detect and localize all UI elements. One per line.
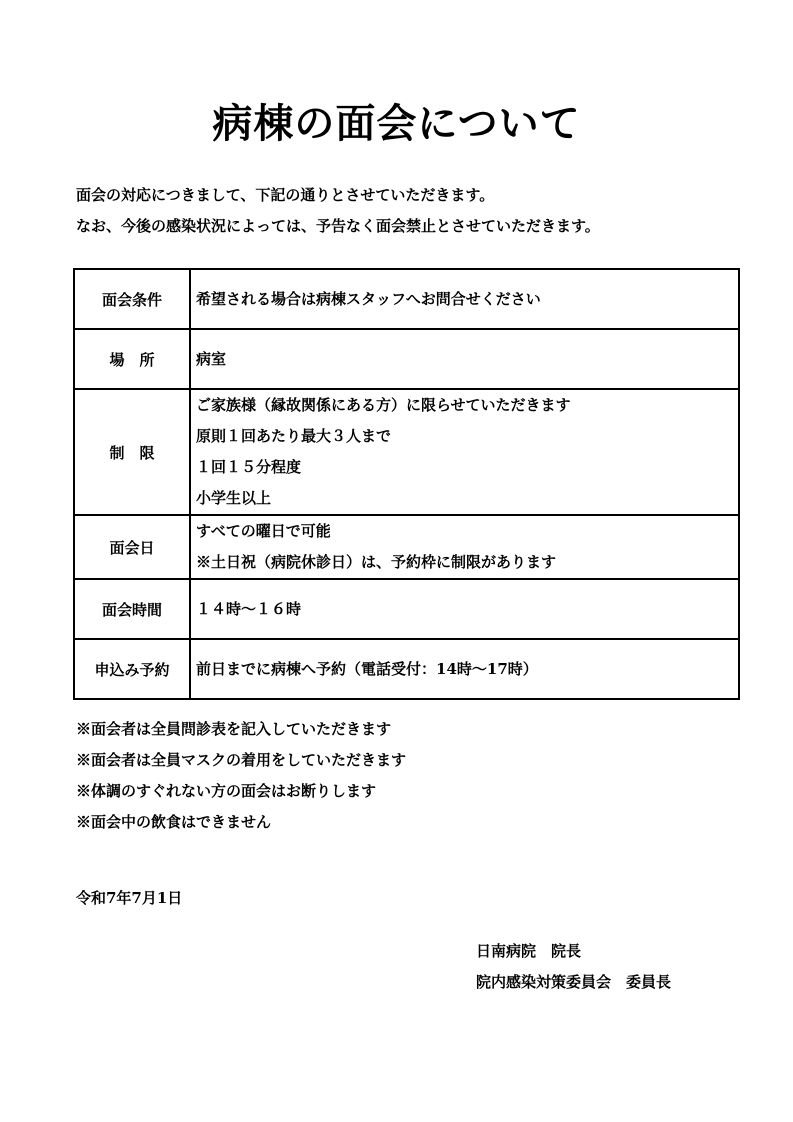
note-item: ※面会者は全員問診表を記入していただきます bbox=[76, 720, 392, 738]
row-value bbox=[190, 269, 739, 329]
value-line: 前日までに病棟へ予約（電話受付：14時～17時） bbox=[196, 659, 538, 678]
row-label: 面会日 bbox=[74, 515, 190, 579]
note-item: ※体調のすぐれない方の面会はお断りします bbox=[76, 782, 377, 800]
table-row-visit-days bbox=[74, 515, 739, 579]
page-title: 病棟の面会について bbox=[212, 100, 581, 147]
row-value bbox=[190, 639, 739, 699]
note-item: ※面会中の飲食はできません bbox=[76, 813, 272, 831]
signature-block bbox=[476, 936, 671, 998]
value-line: 病室 bbox=[196, 349, 227, 368]
signature-line: 日南病院 院長 bbox=[476, 942, 582, 960]
value-line: 小学生以上 bbox=[196, 489, 272, 507]
value-line: ご家族様（縁故関係にある方）に限らせていただきます bbox=[196, 396, 571, 414]
table-row-place bbox=[74, 329, 739, 389]
note-item: ※面会者は全員マスクの着用をしていただきます bbox=[76, 751, 407, 769]
value-line: １回１５分程度 bbox=[196, 458, 302, 476]
notes-list bbox=[76, 714, 756, 838]
table-row-conditions bbox=[74, 269, 739, 329]
visit-rules-table bbox=[73, 268, 740, 700]
row-value bbox=[190, 515, 739, 579]
row-value bbox=[190, 329, 739, 389]
value-line: ※土日祝（病院休診日）は、予約枠に制限があります bbox=[196, 553, 557, 571]
value-line: 希望される場合は病棟スタッフへお問合せください bbox=[196, 289, 541, 308]
row-label: 制 限 bbox=[74, 389, 190, 515]
row-label: 面会時間 bbox=[74, 579, 190, 639]
row-label: 場 所 bbox=[74, 329, 190, 389]
table-row-visit-hours bbox=[74, 579, 739, 639]
issue-date: 令和7年7月1日 bbox=[76, 889, 183, 907]
value-line: １４時～１６時 bbox=[196, 599, 302, 618]
row-value bbox=[190, 389, 739, 515]
row-label: 面会条件 bbox=[74, 269, 190, 329]
signature-line: 院内感染対策委員会 委員長 bbox=[476, 973, 672, 991]
value-line: 原則１回あたり最大３人まで bbox=[196, 427, 392, 445]
intro-line: 面会の対応につきまして、下記の通りとさせていただきます。 bbox=[76, 186, 495, 204]
intro-line: なお、今後の感染状況によっては、予告なく面会禁止とさせていただきます。 bbox=[76, 217, 600, 235]
row-label: 申込み予約 bbox=[74, 639, 190, 699]
value-line: すべての曜日で可能 bbox=[196, 522, 331, 540]
table-row-restrictions bbox=[74, 389, 739, 515]
row-value bbox=[190, 579, 739, 639]
table-row-reservation bbox=[74, 639, 739, 699]
intro-paragraph bbox=[76, 180, 756, 242]
